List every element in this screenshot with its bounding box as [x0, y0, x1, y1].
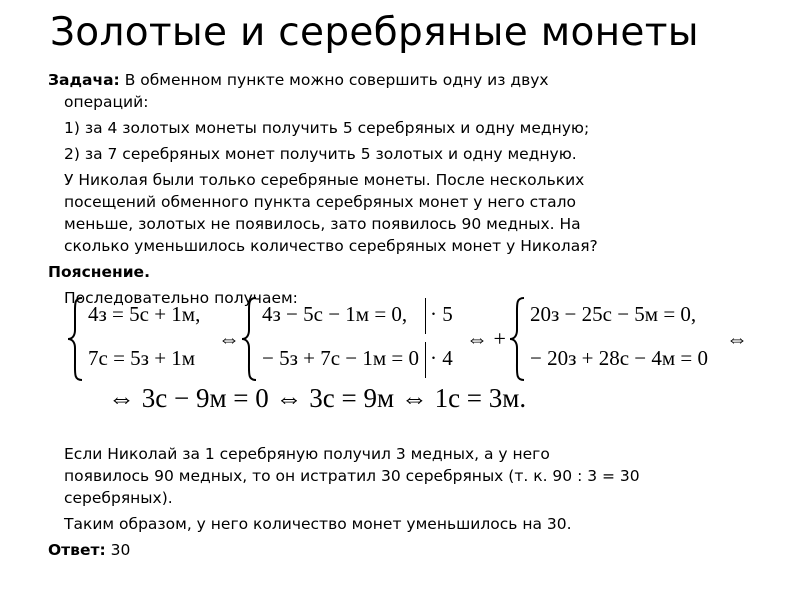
final-derivation: ⇔ 3с − 9м = 0 ⇔ 3с = 9м ⇔ 1с = 3м.: [108, 383, 527, 413]
story-line-2: посещений обменного пункта серебряных монет у него стало: [64, 193, 577, 211]
explanation-label: Пояснение.: [48, 263, 150, 281]
system-2-bar-2: [425, 342, 426, 378]
answer-value: 30: [110, 541, 131, 559]
story-line-3: меньше, золотых не появилось, зато появилось 90 медных. На: [64, 215, 581, 233]
equiv-2: ⇔: [726, 326, 748, 351]
operation-1: 1) за 4 золотых монеты получить 5 серебряных и одну медную;: [64, 119, 590, 137]
system-1-brace: [66, 296, 86, 382]
conclusion-line-1: Если Николай за 1 серебряную получил 3 медных, а у него: [64, 445, 550, 463]
conclusion-line-4: Таким образом, у него количество монет уменьшилось на 30.: [64, 515, 572, 533]
task-label: Задача:: [48, 71, 120, 89]
answer-label: Ответ:: [48, 541, 106, 559]
system-2-eq-2: − 5з + 7с − 1м = 0: [262, 346, 420, 370]
task-line-1: [48, 70, 549, 91]
conclusion-line-2: появилось 90 медных, то он истратил 30 серебряных (т. к. 90 : 3 = 30: [64, 467, 640, 485]
equiv-1: ⇔: [218, 326, 240, 351]
system-2-mult-1: · 5: [430, 302, 453, 326]
task-intro-1: В обменном пункте можно совершить одну из двух: [124, 71, 549, 89]
answer-line: [48, 540, 130, 561]
task-intro-2: операций:: [64, 93, 149, 111]
system-1-eq-2: 7с = 5з + 1м: [88, 346, 196, 370]
conclusion-line-3: серебряных).: [64, 489, 173, 507]
system-3-eq-2: − 20з + 28с − 4м = 0: [530, 346, 709, 370]
plus-equiv: ⇔ +: [466, 326, 506, 351]
story-line-4: сколько уменьшилось количество серебряных монет у Николая?: [64, 237, 598, 255]
system-1-eq-1: 4з = 5с + 1м,: [88, 302, 201, 326]
slide-title: Золотые и серебряные монеты: [50, 10, 699, 55]
system-2-mult-2: · 4: [430, 346, 453, 370]
system-2-bar-1: [425, 298, 426, 334]
system-2-brace: [240, 296, 260, 382]
story-line-1: У Николая были только серебряные монеты. После нескольких: [64, 171, 585, 189]
system-3-eq-1: 20з − 25с − 5м = 0,: [530, 302, 697, 326]
system-3-brace: [508, 296, 528, 382]
system-2-eq-1: 4з − 5с − 1м = 0,: [262, 302, 408, 326]
sequential-text: Последовательно получаем:: [64, 289, 298, 307]
operation-2: 2) за 7 серебряных монет получить 5 золотых и одну медную.: [64, 145, 577, 163]
